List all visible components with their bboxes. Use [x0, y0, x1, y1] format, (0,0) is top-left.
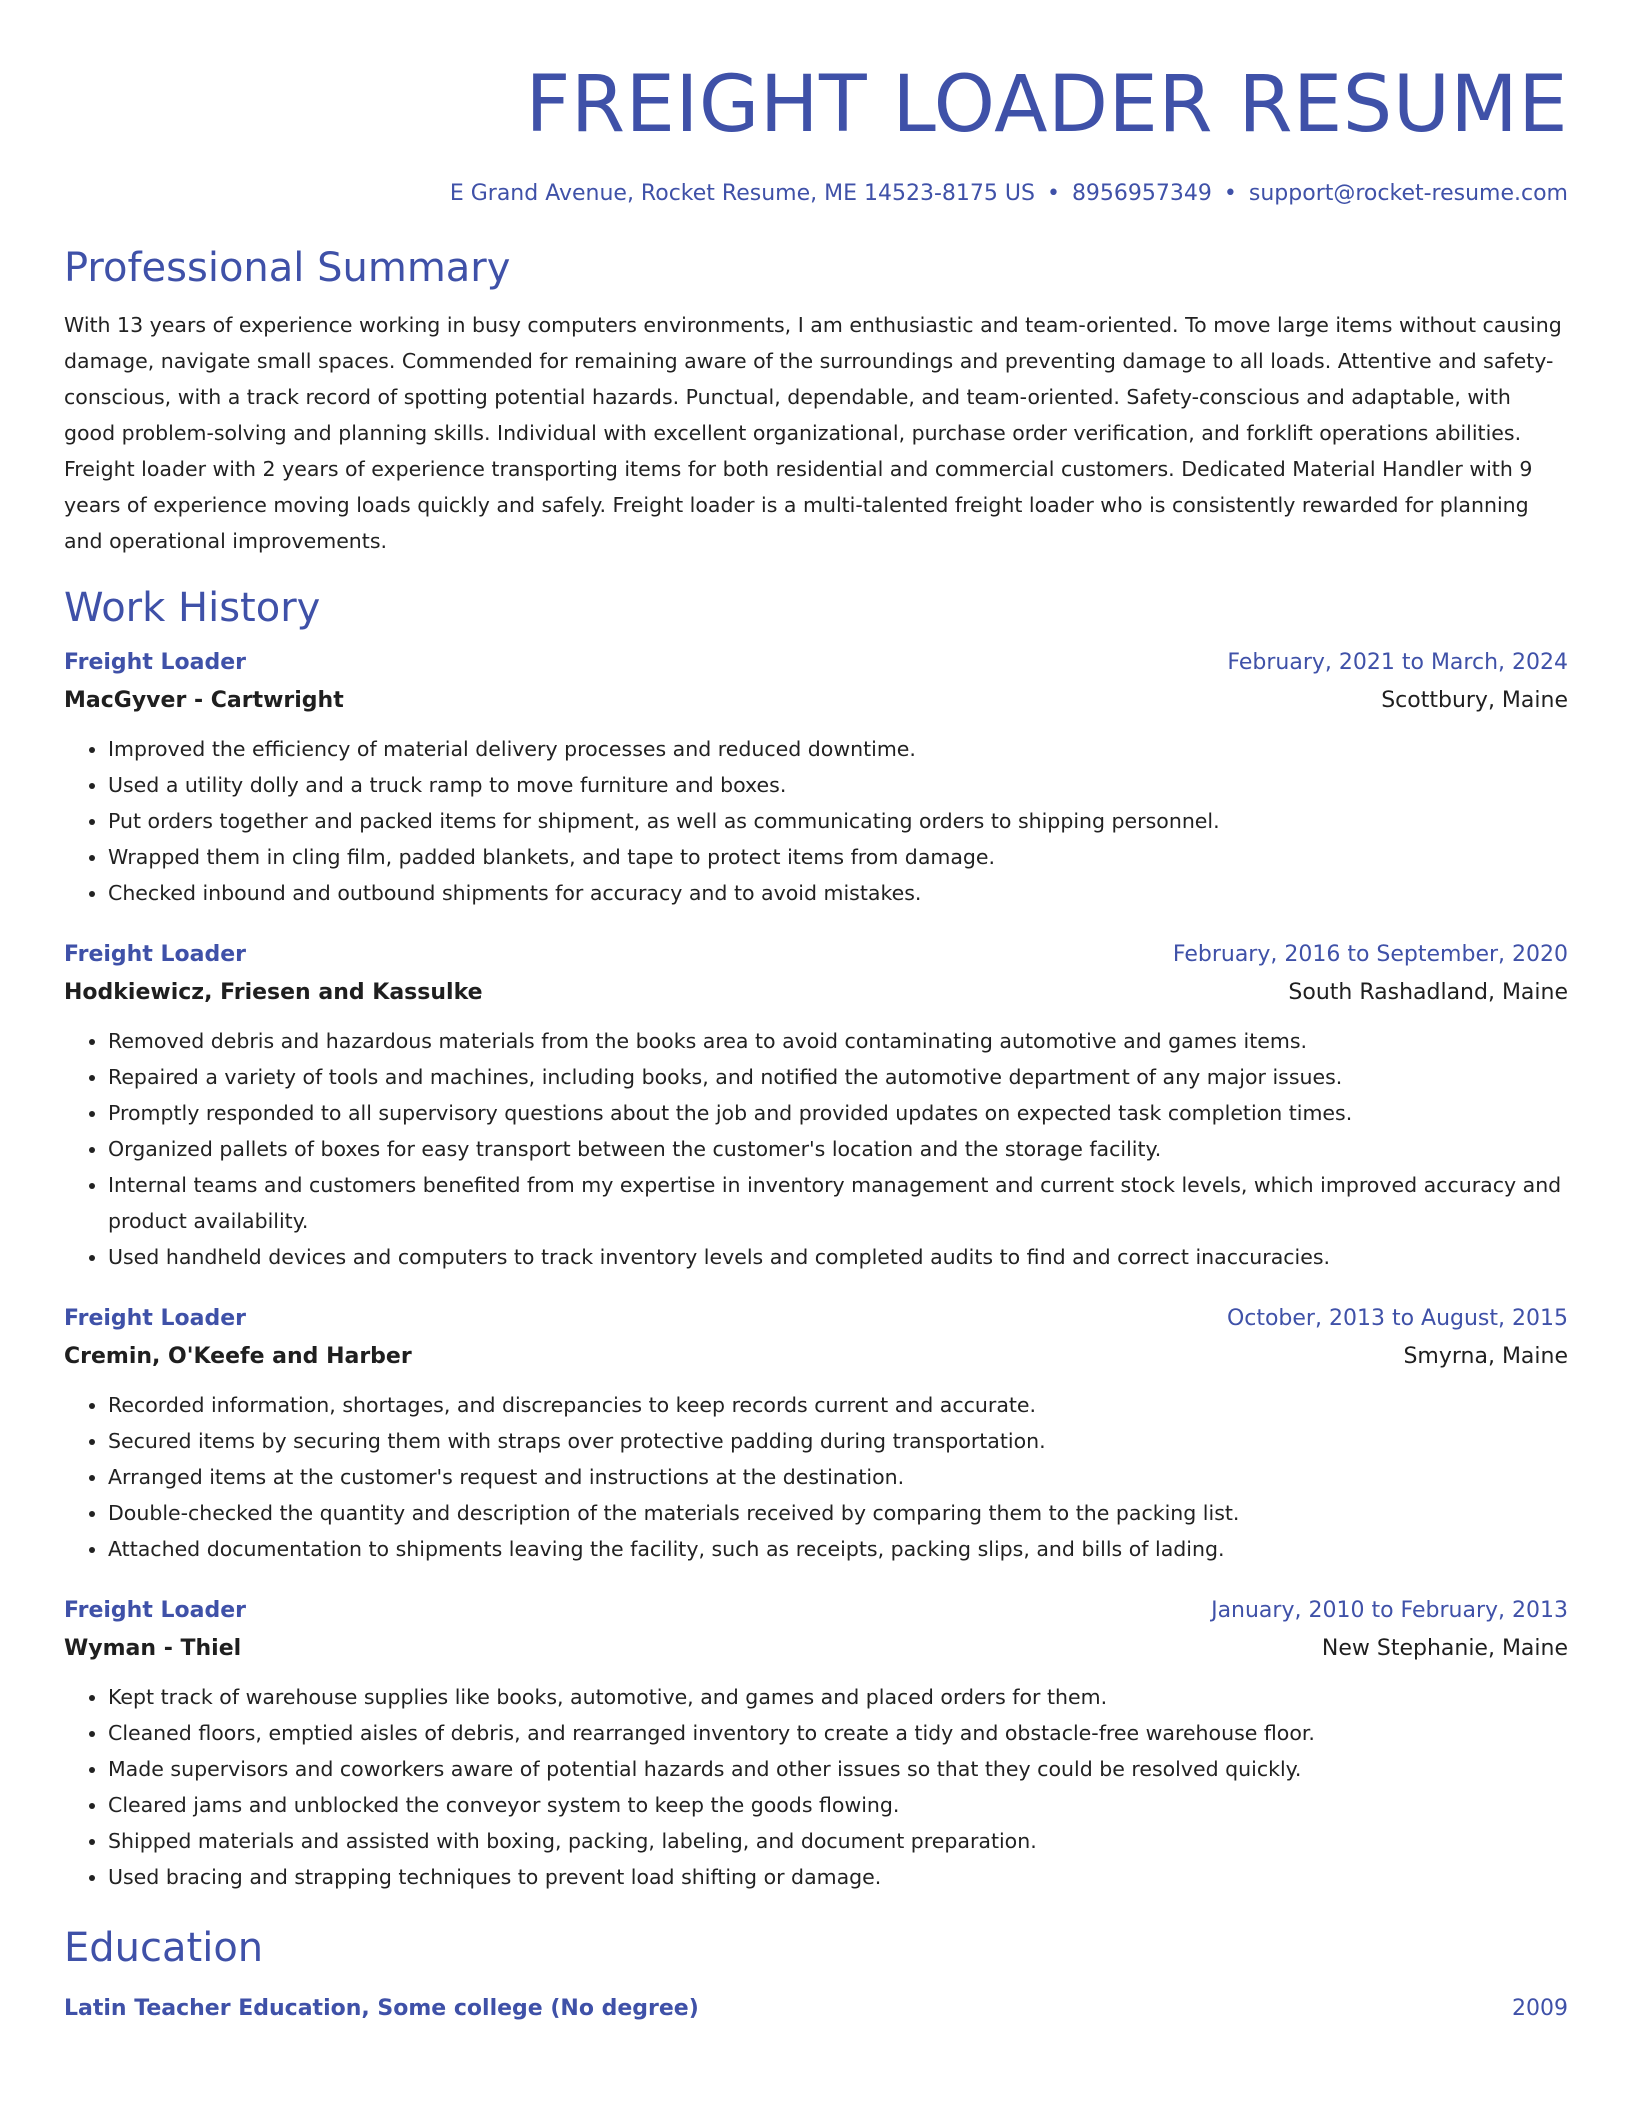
- job-bullet: • Organized pallets of boxes for easy transport between the customer's location and the storage facility.: [108, 1131, 1568, 1167]
- job-bullet: • Improved the efficiency of material delivery processes and reduced downtime.: [108, 731, 1568, 767]
- job-bullet: • Double-checked the quantity and description of the materials received by comparing them to the packing list.: [108, 1495, 1568, 1531]
- job-company-row: [64, 1629, 1568, 1669]
- job-bullet: • Internal teams and customers benefited from my expertise in inventory management and current stock levels, which improved accuracy and product availability.: [108, 1167, 1568, 1239]
- job-dates: February, 2021 to March, 2024: [1227, 650, 1568, 675]
- job-company-row: [64, 681, 1568, 721]
- job-location: New Stephanie, Maine: [1321, 1636, 1568, 1661]
- job-bullet: • Repaired a variety of tools and machines, including books, and notified the automotive department of any major issues.: [108, 1059, 1568, 1095]
- job-dates: October, 2013 to August, 2015: [1226, 1306, 1568, 1331]
- job-bullet: • Used a utility dolly and a truck ramp to move furniture and boxes.: [108, 767, 1568, 803]
- job-bullets: [64, 731, 1568, 911]
- job-location: Smyrna, Maine: [1403, 1344, 1568, 1369]
- job-entry: [64, 937, 1568, 1275]
- job-title-row: [64, 645, 1568, 681]
- job-bullet: • Removed debris and hazardous materials from the books area to avoid contaminating automotive and games items.: [108, 1023, 1568, 1059]
- contact-address: E Grand Avenue, Rocket Resume, ME 14523-8175 US: [449, 181, 1035, 206]
- job-company: Hodkiewicz, Friesen and Kassulke: [64, 980, 483, 1005]
- job-bullet: • Kept track of warehouse supplies like books, automotive, and games and placed orders for them.: [108, 1679, 1568, 1715]
- job-title-row: [64, 1301, 1568, 1337]
- job-company: Wyman - Thiel: [64, 1636, 242, 1661]
- job-bullet: • Attached documentation to shipments leaving the facility, such as receipts, packing slips, and bills of lading.: [108, 1531, 1568, 1567]
- job-bullet: • Cleared jams and unblocked the conveyor system to keep the goods flowing.: [108, 1787, 1568, 1823]
- job-entry: [64, 1301, 1568, 1567]
- job-bullet: • Recorded information, shortages, and discrepancies to keep records current and accurate.: [108, 1387, 1568, 1423]
- resume-title: FREIGHT LOADER RESUME: [525, 60, 1568, 150]
- job-company-row: [64, 973, 1568, 1013]
- job-title: Freight Loader: [64, 942, 247, 967]
- contact-email: support@rocket-resume.com: [1248, 181, 1568, 206]
- job-title-row: [64, 937, 1568, 973]
- job-bullet: • Arranged items at the customer's request and instructions at the destination.: [108, 1459, 1568, 1495]
- contact-line: [64, 179, 1568, 209]
- education-heading: Education: [64, 1925, 264, 1971]
- education-entry: [64, 1991, 1568, 2027]
- job-bullet: • Checked inbound and outbound shipments for accuracy and to avoid mistakes.: [108, 875, 1568, 911]
- summary-text: With 13 years of experience working in busy computers environments, I am enthusiastic and team-oriented. To move large items without causing damage, navigate small spaces. Commended for remaining aware of the surroundings and preventing damage to all loads. Attentive and safety-conscious, with a track record of spotting potential hazards. Punctual, dependable, and team-oriented. Safety-conscious and adaptable, with good problem-solving and planning skills. Individual with excellent organizational, purchase order verification, and forklift operations abilities. Freight loader with 2 years of experience transporting items for both residential and commercial customers. Dedicated Material Handler with 9 years of experience moving loads quickly and safely. Freight loader is a multi-talented freight loader who is consistently rewarded for planning and operational improvements.: [64, 313, 1562, 553]
- education-year: 2009: [1512, 1996, 1568, 2021]
- job-bullet: • Wrapped them in cling film, padded blankets, and tape to protect items from damage.: [108, 839, 1568, 875]
- summary-heading: Professional Summary: [64, 245, 511, 291]
- contact-separator: •: [1223, 181, 1237, 206]
- job-bullets: [64, 1387, 1568, 1567]
- job-location: Scottbury, Maine: [1381, 688, 1568, 713]
- job-bullets: [64, 1023, 1568, 1275]
- education-degree: Latin Teacher Education, Some college (No degree): [64, 1996, 699, 2021]
- job-bullet: • Cleaned floors, emptied aisles of debris, and rearranged inventory to create a tidy and obstacle-free warehouse floor.: [108, 1715, 1568, 1751]
- job-bullets: [64, 1679, 1568, 1895]
- job-bullet: • Shipped materials and assisted with boxing, packing, labeling, and document preparation.: [108, 1823, 1568, 1859]
- job-bullet: • Used bracing and strapping techniques to prevent load shifting or damage.: [108, 1859, 1568, 1895]
- resume-page: [64, 0, 1568, 2027]
- contact-phone: 8956957349: [1071, 181, 1212, 206]
- job-company-row: [64, 1337, 1568, 1377]
- job-company: MacGyver - Cartwright: [64, 688, 344, 713]
- job-bullet: • Used handheld devices and computers to track inventory levels and completed audits to find and correct inaccuracies.: [108, 1239, 1568, 1275]
- job-bullet: • Secured items by securing them with straps over protective padding during transportation.: [108, 1423, 1568, 1459]
- job-dates: January, 2010 to February, 2013: [1211, 1598, 1568, 1623]
- job-title-row: [64, 1593, 1568, 1629]
- job-bullet: • Promptly responded to all supervisory questions about the job and provided updates on expected task completion times.: [108, 1095, 1568, 1131]
- job-bullet: • Made supervisors and coworkers aware of potential hazards and other issues so that they could be resolved quickly.: [108, 1751, 1568, 1787]
- job-entry: [64, 645, 1568, 911]
- contact-separator: •: [1046, 181, 1060, 206]
- job-bullet: • Put orders together and packed items for shipment, as well as communicating orders to shipping personnel.: [108, 803, 1568, 839]
- work-history-heading: Work History: [64, 585, 321, 631]
- job-entry: [64, 1593, 1568, 1895]
- job-company: Cremin, O'Keefe and Harber: [64, 1344, 412, 1369]
- job-title: Freight Loader: [64, 1598, 247, 1623]
- job-location: South Rashadland, Maine: [1288, 980, 1568, 1005]
- job-dates: February, 2016 to September, 2020: [1172, 942, 1568, 967]
- job-title: Freight Loader: [64, 650, 247, 675]
- job-title: Freight Loader: [64, 1306, 247, 1331]
